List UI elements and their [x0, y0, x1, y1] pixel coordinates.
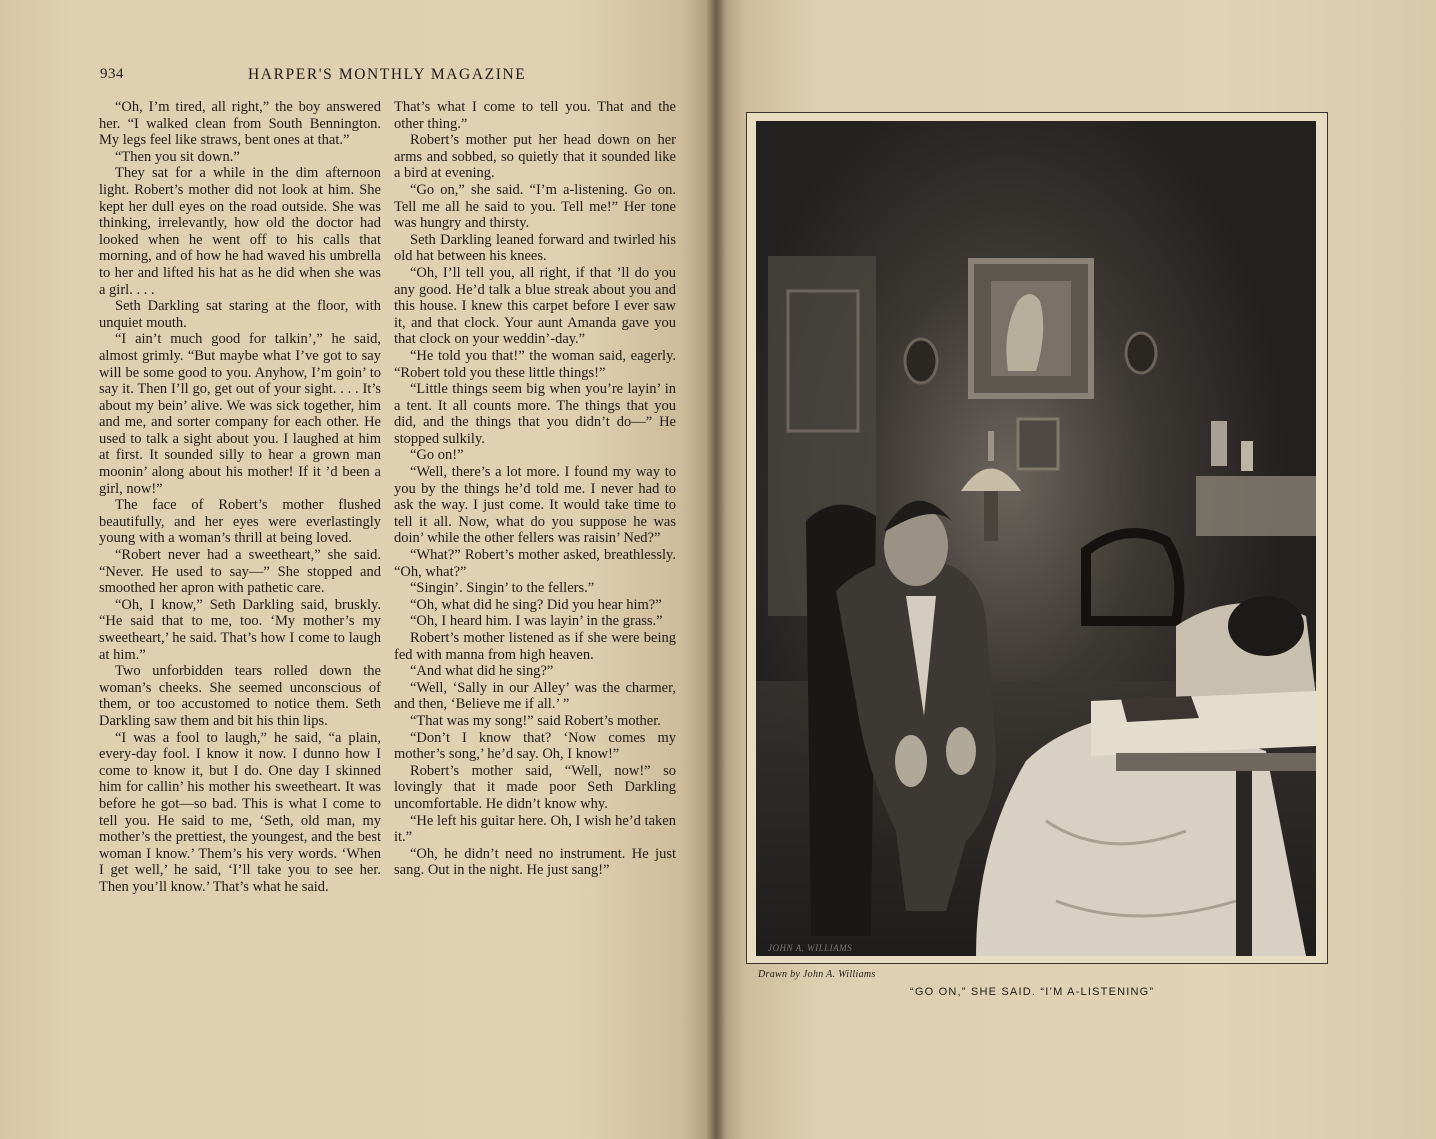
paragraph: Seth Darkling sat staring at the floor, with unquiet mouth. [99, 298, 381, 331]
paragraph: “Oh, I’m tired, all right,” the boy answered her. “I walked clean from South Bennington. My legs feel like straws, bent ones at that.” [99, 99, 381, 149]
illustration-credit: Drawn by John A. Williams [758, 969, 876, 980]
paragraph: Robert’s mother said, “Well, now!” so lovingly that it made poor Seth Darkling uncomfortable. He didn’t know why. [394, 762, 676, 812]
paragraph: “Go on,” she said. “I’m a-listening. Go on. Tell me all he said to you. Tell me!” Her tone was hungry and thirsty. [394, 181, 676, 232]
paragraph: “Oh, I’ll tell you, all right, if that ’ll do you any good. He’d talk a blue streak about you and this house. I knew this carpet before I ever saw it, and that clock. Your aunt Amanda gave you that clock on your weddin’-day.” [394, 264, 676, 348]
paragraph: Robert’s mother put her head down on her arms and sobbed, so quietly that it sounded like a bird at evening. [394, 132, 676, 182]
book-gutter [706, 0, 726, 1139]
paragraph: That’s what I come to tell you. That and the other thing.” [394, 99, 676, 132]
illustration-drawing [756, 121, 1316, 956]
paragraph: “Oh, what did he sing? Did you hear him?” [410, 596, 662, 613]
paragraph: “Oh, I heard him. I was layin’ in the grass.” [410, 613, 663, 630]
right-text-column [394, 99, 676, 879]
paragraph: They sat for a while in the dim afternoon light. Robert’s mother did not look at him. She kept her dull eyes on the road outside. She was thinking, irrelevantly, how old the doctor had looked when he went off to his calls that morning, and of how he had waved his umbrella to her and lifted his hat as he did when she was a girl. . . . [99, 165, 381, 298]
left-text-column [99, 99, 381, 896]
paragraph: “Go on!” [410, 447, 464, 464]
paragraph: Two unforbidden tears rolled down the woman’s cheeks. She seemed unconscious of them, or too accustomed to notice them. Seth Darkling saw them and bit his thin lips. [99, 663, 381, 729]
left-page [0, 0, 716, 1139]
paragraph: “He told you that!” the woman said, eagerly. “Robert told you these little things!” [394, 347, 676, 381]
paragraph: “Well, there’s a lot more. I found my way to you by the things he’d told me. I never had to ask the way. I just come. It would take time to tell it all. Now, what do you suppose he was doin’ while the other fellers was raisin’ Ned?” [394, 464, 676, 547]
paragraph: “Then you sit down.” [115, 148, 240, 165]
paragraph: “Oh, I know,” Seth Darkling said, bruskly. “He said that to me, too. ‘My mother’s my sweetheart,’ he said. That’s how I come to laugh at him.” [99, 596, 381, 663]
paragraph: “I ain’t much good for talkin’,” he said, almost grimly. “But maybe what I’ve got to say will be some good to you. Anyhow, I’m goin’ to say it. Then I’ll go, get out of your sight. . . . It’s about my bein’ alive. We was sick together, him and me, and sorter company for each other. He used to talk a sight about you. I laughed at him at first. It sounded silly to hear a grown man moonin’ along about his mother! If it ’d been a girl, now!” [99, 331, 381, 497]
running-head: HARPER'S MONTHLY MAGAZINE [248, 66, 527, 83]
paragraph: Robert’s mother listened as if she were being fed with manna from high heaven. [394, 630, 676, 663]
paragraph: “Oh, he didn’t need no instrument. He just sang. Out in the night. He just sang!” [394, 845, 676, 879]
paragraph: “Little things seem big when you’re layin’ in a tent. It all counts more. The things that you did, and the things that you didn’t do—” He stopped sulkily. [394, 381, 676, 447]
illustration-frame [746, 112, 1328, 964]
paragraph: The face of Robert’s mother flushed beautifully, and her eyes were everlastingly young with a woman’s thrill at being loved. [99, 497, 381, 547]
illustration [756, 121, 1316, 956]
paragraph: “Don’t I know that? ‘Now comes my mother’s song,’ he’d say. Oh, I know!” [394, 729, 676, 763]
paragraph: “Well, ‘Sally in our Alley’ was the charmer, and then, ‘Believe me if all.’ ” [394, 679, 676, 713]
illustration-caption: “GO ON,” SHE SAID. “I’M A-LISTENING” [910, 986, 1155, 998]
paragraph: “He left his guitar here. Oh, I wish he’d taken it.” [394, 812, 676, 846]
paragraph: “Singin’. Singin’ to the fellers.” [410, 580, 595, 597]
paragraph: Seth Darkling leaned forward and twirled his old hat between his knees. [394, 231, 676, 265]
paragraph: “Robert never had a sweetheart,” she said. “Never. He used to say—” She stopped and smoothed her apron with pathetic care. [99, 547, 381, 597]
paragraph: “And what did he sing?” [410, 663, 554, 680]
page-number: 934 [100, 66, 124, 82]
artist-signature: JOHN A. WILLIAMS [768, 943, 853, 953]
paragraph: “I was a fool to laugh,” he said, “a plain, every-day fool. I know it now. I dunno how I come to know it, but I do. One day I skinned him for callin’ his mother his sweetheart. It was before he got—so bad. This is what I come to tell you. He said to me, ‘Seth, old man, my mother’s the prettiest, the youngest, and the best woman I know.’ Them’s his very words. ‘When I get well,’ he said, ‘I’ll take you to see her. Then you’ll know.’ That’s what he said. [99, 729, 381, 895]
paragraph: “What?” Robert’s mother asked, breathlessly. “Oh, what?” [394, 547, 676, 580]
paragraph: “That was my song!” said Robert’s mother. [410, 712, 661, 729]
